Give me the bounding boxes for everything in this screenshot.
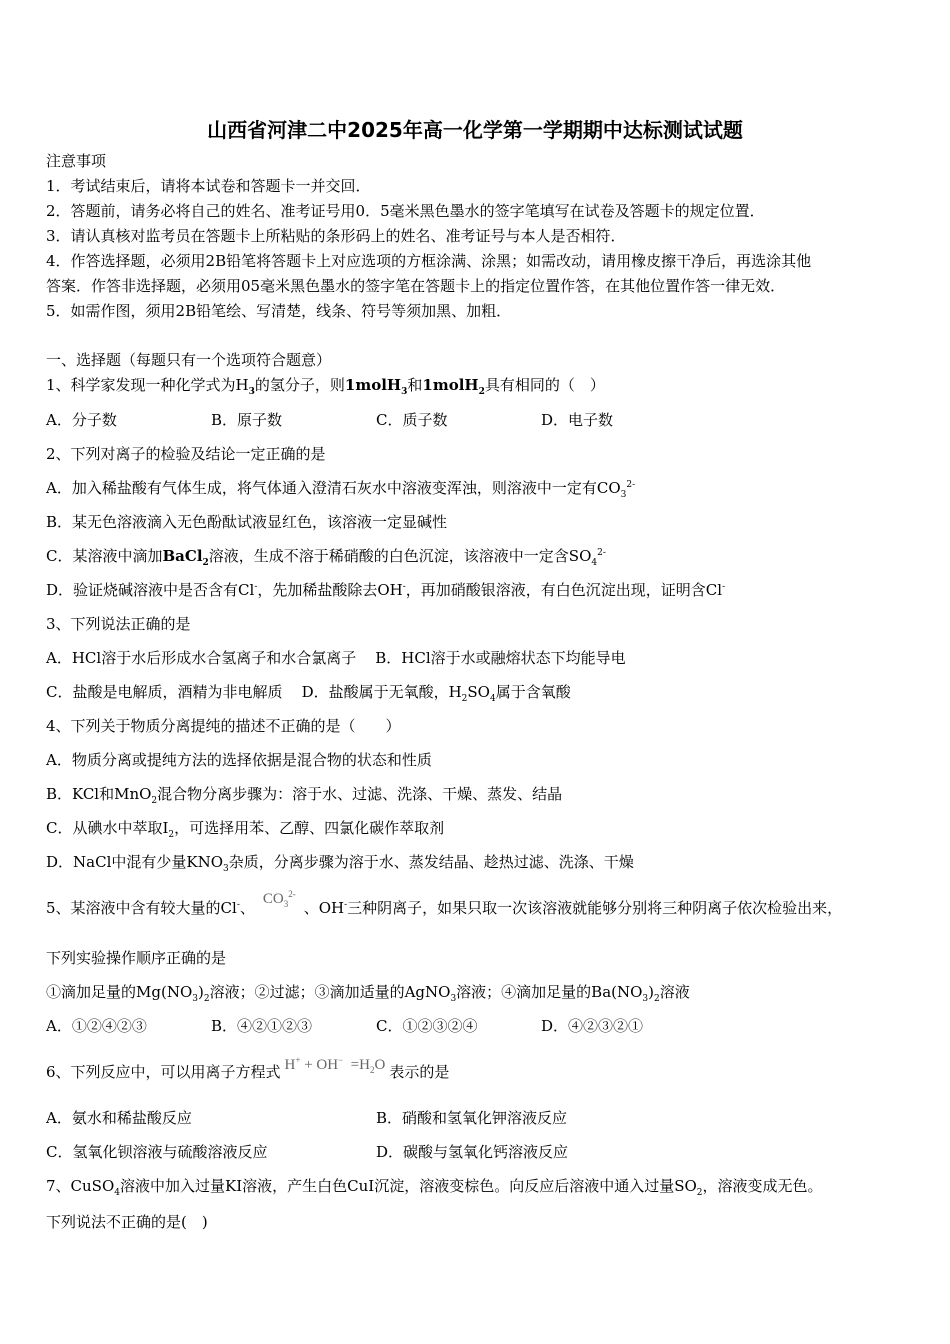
q4-option-c: C．从碘水中萃取$I_2$，可选择用苯、乙醇、四氯化碳作萃取剂 (46, 819, 445, 840)
q2-option-a: A．加入稀盐酸有气体生成，将气体通入澄清石灰水中溶液变浑浊，则溶液中一定有$CO_3^{2-}$ (46, 479, 636, 500)
notice-item-3: 3．请认真核对监考员在答题卡上所粘贴的条形码上的姓名、准考证号与本人是否相符． (46, 227, 626, 245)
notice-heading: 注意事项 (46, 152, 107, 170)
question-2-stem: 2、下列对离子的检验及结论一定正确的是 (46, 445, 326, 463)
q3-options-ab (46, 648, 626, 668)
question-1-options (46, 410, 706, 430)
q1-option-a: A．分子数 (46, 411, 117, 429)
question-7-stem: 7、CuSO$_4$溶液中加入过量KI溶液，产生白色CuI沉淀，溶液变棕色。向反应后溶液中通入过量$SO_2$，溶液变成无色。 (46, 1177, 823, 1198)
question-5-stem: 5、某溶液中含有较大量的Cl-、 $CO_3^{2-}$、OH-三种阴离子，如果只取一次该溶液就能够分别将三种阴离子依次检验出来， (46, 889, 843, 917)
section-heading: 一、选择题（每题只有一个选项符合题意） (46, 351, 332, 369)
q2-option-b: B．某无色溶液滴入无色酚酞试液显红色，该溶液一定显碱性 (46, 513, 448, 531)
q5-option-d: D．④②③②① (541, 1017, 644, 1035)
question-7-line2: 下列说法不正确的是( ) (46, 1213, 208, 1231)
question-4-stem: 4、下列关于物质分离提纯的描述不正确的是（ ） (46, 717, 401, 735)
question-6-options-cd (46, 1142, 568, 1162)
q3-option-c: C．盐酸是电解质，酒精为非电解质 (46, 683, 283, 701)
question-5-line2: 下列实验操作顺序正确的是 (46, 949, 227, 967)
q1-option-d: D．电子数 (541, 411, 614, 429)
q4-option-d: D．NaCl中混有少量$KNO_3$杂质，分离步骤为溶于水、蒸发结晶、趁热过滤、洗涤、干燥 (46, 853, 634, 874)
q1-option-c: C．质子数 (376, 411, 448, 429)
q4-option-b: B．KCl和MnO$_2$混合物分离步骤为：溶于水、过滤、洗涤、干燥、蒸发、结晶 (46, 785, 563, 806)
q6-option-a: A．氨水和稀盐酸反应 (46, 1109, 192, 1127)
notice-item-2: 2．答题前，请务必将自己的姓名、准考证号用0．5毫米黑色墨水的签字笔填写在试卷及答题卡的规定位置． (46, 202, 765, 220)
q3-option-a: A．HCl溶于水后形成水合氢离子和水合氯离子 (46, 649, 357, 667)
ionic-equation: $H^+ + OH^- =H_2O$ (284, 1055, 386, 1075)
question-5-steps: ①滴加足量的$Mg(NO_3)_2$溶液；②过滤；③滴加适量的AgNO$_3$溶液；④滴加足量的$Ba(NO_3)_2$溶液 (46, 983, 690, 1004)
notice-item-1: 1．考试结束后，请将本试卷和答题卡一并交回． (46, 177, 371, 195)
question-5-options (46, 1016, 706, 1036)
q5-option-b: B．④②①②③ (211, 1017, 313, 1035)
q2-option-d: D．验证烧碱溶液中是否含有Cl-，先加稀盐酸除去OH-，再加硝酸银溶液，有白色沉淀出现，证明含Cl- (46, 581, 726, 599)
notice-item-5: 5．如需作图，须用2B铅笔绘、写清楚，线条、符号等须加黑、加粗． (46, 302, 512, 320)
carbonate-formula: $CO_3^{2-}$ (262, 889, 296, 909)
q5-option-c: C．①②③②④ (376, 1017, 478, 1035)
page-title: 山西省河津二中2025年高一化学第一学期期中达标测试试题 (207, 118, 743, 142)
notice-item-4: 4．作答选择题，必须用2B铅笔将答题卡上对应选项的方框涂满、涂黑；如需改动，请用橡皮擦干净后，再选涂其他 (46, 252, 812, 270)
q6-option-c: C．氢氧化钡溶液与硫酸溶液反应 (46, 1143, 268, 1161)
q3-options-cd (46, 682, 571, 702)
q5-option-a: A．①②④②③ (46, 1017, 147, 1035)
q6-option-d: D．碳酸与氢氧化钙溶液反应 (376, 1143, 569, 1161)
q2-option-c: C．某溶液中滴加BaCl$_2$溶液，生成不溶于稀硝酸的白色沉淀，该溶液中一定含$SO_4^{2-}$ (46, 547, 606, 568)
q3-option-b: B．HCl溶于水或融熔状态下均能导电 (375, 649, 626, 667)
q3-option-d: D．盐酸属于无氧酸，$H_2SO_4$属于含氧酸 (301, 683, 571, 704)
question-3-stem: 3、下列说法正确的是 (46, 615, 191, 633)
q4-option-a: A．物质分离或提纯方法的选择依据是混合物的状态和性质 (46, 751, 432, 769)
question-1-stem: 1、科学家发现一种化学式为$H_3$的氢分子，则1molH$_3$和1molH$_2$具有相同的（ ） (46, 376, 605, 397)
notice-item-4-cont: 答案．作答非选择题，必须用05毫米黑色墨水的签字笔在答题卡上的指定位置作答，在其他位置作答一律无效． (46, 277, 786, 295)
q6-option-b: B．硝酸和氢氧化钾溶液反应 (376, 1109, 568, 1127)
question-6-options-ab (46, 1108, 567, 1128)
q1-option-b: B．原子数 (211, 411, 283, 429)
question-6-stem: 6、下列反应中，可以用离子方程式 $H^+ + OH^- =H_2O$ 表示的是 (46, 1055, 450, 1081)
